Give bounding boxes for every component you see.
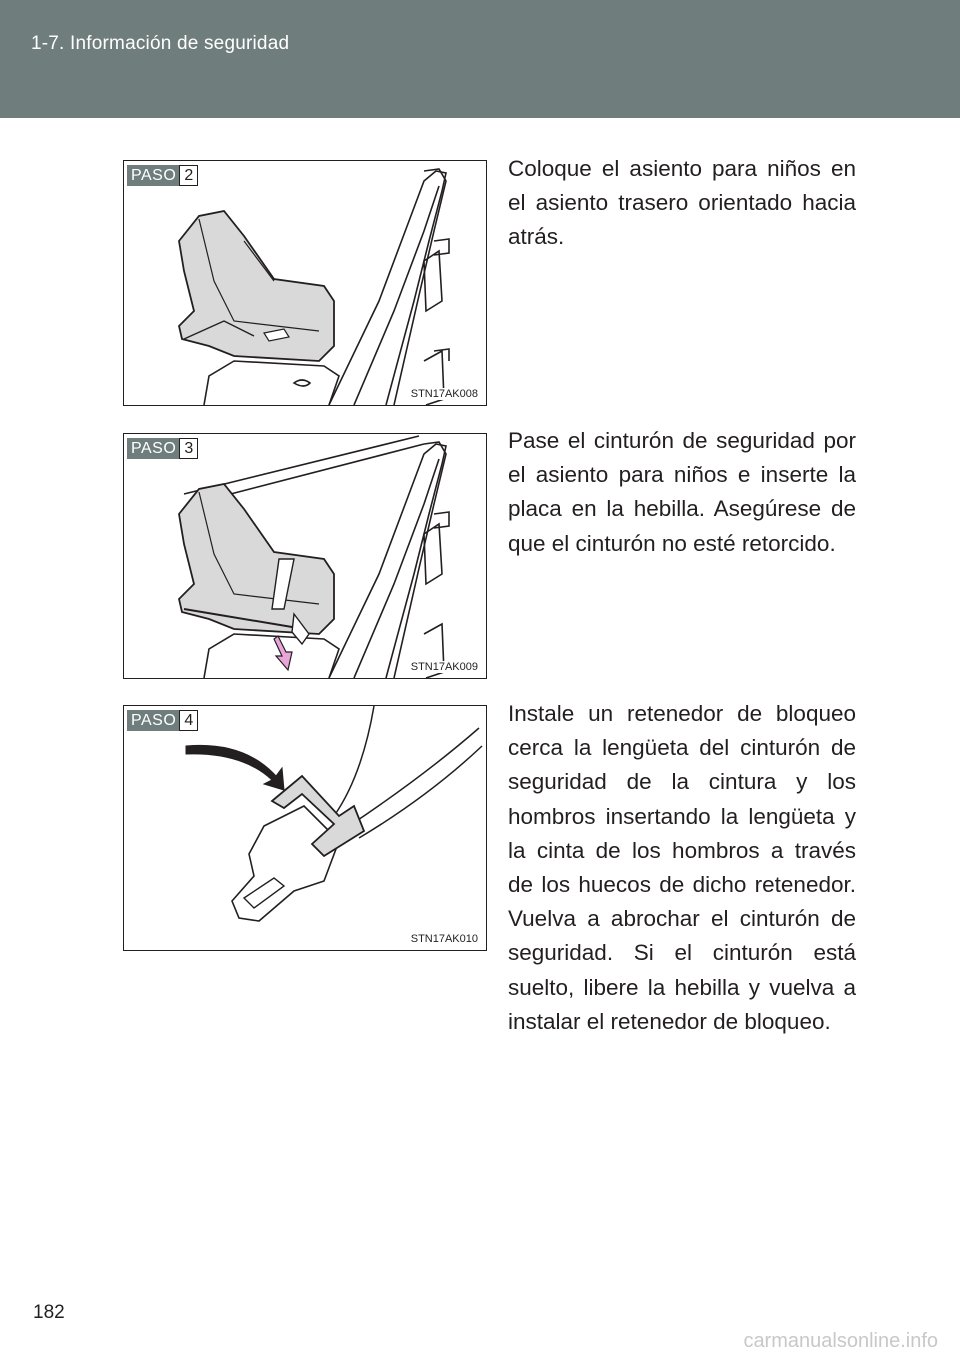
step-3-illustration: [123, 433, 487, 679]
step-3-badge: [127, 438, 198, 459]
step-4-illustration: [123, 705, 487, 951]
child-seat-belt-drawing: [124, 434, 486, 678]
figure-code: STN17AK009: [410, 661, 478, 673]
step-4-badge: [127, 710, 198, 731]
step-badge-number: 2: [179, 165, 198, 186]
page-number: 182: [33, 1302, 65, 1323]
step-badge-word: PASO: [127, 710, 179, 731]
page-header: [0, 0, 960, 118]
locking-clip-drawing: [124, 706, 486, 950]
step-4-text: Instale un retenedor de bloqueo cerca la lengüeta del cinturón de seguridad de la cintura y los hombros insertando la lengüeta y la cinta de los hombros a través de los huecos de dicho retenedor. Vuelva a abrochar el cinturón de seguridad. Si el cinturón está suelto, libere la hebilla y vuelva a instalar el retenedor de bloqueo.: [508, 701, 856, 1034]
section-title: 1-7. Información de seguridad: [31, 33, 290, 54]
child-seat-rear-facing-drawing: [124, 161, 486, 405]
step-2-text: Coloque el asiento para niños en el asiento trasero orientado hacia atrás.: [508, 156, 856, 250]
step-badge-word: PASO: [127, 165, 179, 186]
step-badge-number: 3: [179, 438, 198, 459]
step-3-text: Pase el cinturón de seguridad por el asiento para niños e inserte la placa en la hebilla. Asegúrese de que el cinturón no esté retorcido.: [508, 428, 856, 556]
step-2-badge: [127, 165, 198, 186]
step-2-illustration: [123, 160, 487, 406]
step-badge-number: 4: [179, 710, 198, 731]
figure-code: STN17AK010: [410, 933, 478, 945]
step-badge-word: PASO: [127, 438, 179, 459]
figure-code: STN17AK008: [410, 388, 478, 400]
watermark: carmanualsonline.info: [743, 1330, 938, 1352]
